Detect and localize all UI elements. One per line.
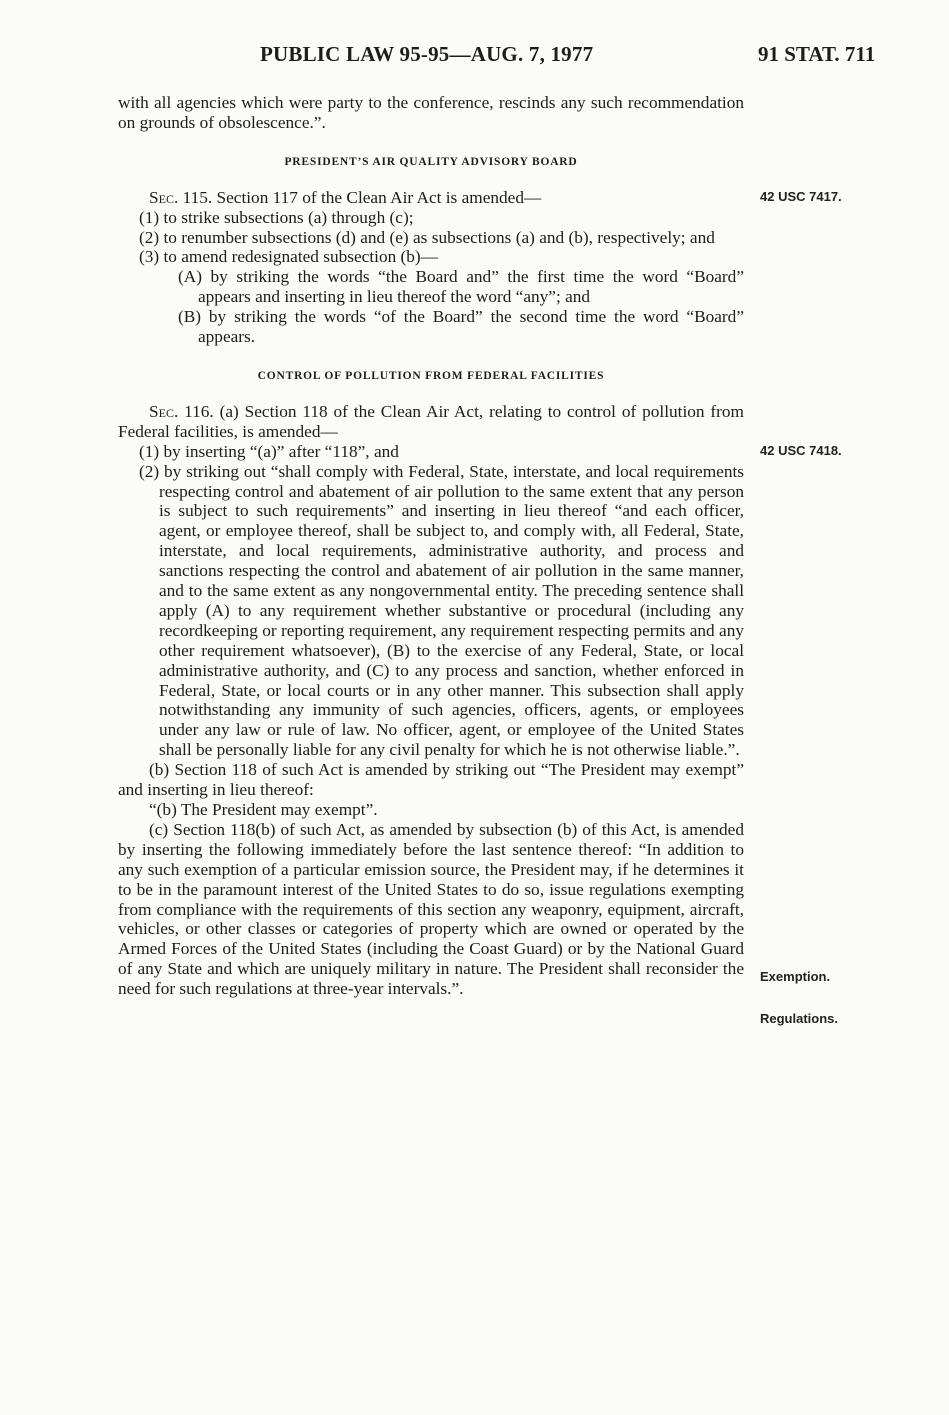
section-115-label: Sec. bbox=[149, 187, 179, 207]
page-header-title: PUBLIC LAW 95-95—AUG. 7, 1977 bbox=[260, 42, 594, 66]
section-115-item-1: (1) to strike subsections (a) through (c); bbox=[139, 207, 414, 227]
margin-note-usc-7418: 42 USC 7418. bbox=[760, 443, 842, 458]
section-heading-air-quality-board: PRESIDENT’S AIR QUALITY ADVISORY BOARD bbox=[284, 155, 578, 168]
section-116-text: 116. (a) Section 118 of the Clean Air Act, relating to control of pollution from Federal facilities, is amended— bbox=[118, 401, 744, 441]
section-115-subitem-A: (A) by striking the words “the Board and” the first time the word “Board” appears and inserting in lieu thereof the word “any”; and bbox=[178, 267, 744, 307]
section-116-subsection-c: (c) Section 118(b) of such Act, as amended by subsection (b) of this Act, is amended by inserting the following immediately before the last sentence thereof: “In addition to any such exemption of a particular emission source, the President may, if he determines it to be in the paramount interest of the United States to do so, issue regulations exempting from compliance with the requirements of this section any weaponry, equipment, aircraft, vehicles, or other classes or categories of property which are owned or operated by the Armed Forces of the United States (including the Coast Guard) or by the National Guard of any State and which are uniquely military in nature. The President shall reconsider the need for such regulations at three-year intervals.”. bbox=[118, 819, 744, 999]
section-heading-federal-facilities: CONTROL OF POLLUTION FROM FEDERAL FACILITIES bbox=[257, 369, 605, 382]
margin-note-regulations: Regulations. bbox=[760, 1011, 839, 1026]
section-116-label: Sec. bbox=[149, 401, 179, 421]
section-115-subitem-B: (B) by striking the words “of the Board” the second time the word “Board” appears. bbox=[178, 307, 744, 347]
page-header-stat-number: 91 STAT. 711 bbox=[758, 42, 876, 66]
section-115-text: 115. Section 117 of the Clean Air Act is amended— bbox=[178, 187, 542, 207]
section-115-intro bbox=[118, 188, 744, 208]
section-115-item-2: (2) to renumber subsections (d) and (e) as subsections (a) and (b), respectively; and bbox=[139, 227, 715, 247]
section-116-item-2: (2) by striking out “shall comply with Federal, State, interstate, and local requirements respecting control and abatement of air pollution to the same extent that any person is subject to such requirements” and inserting in lieu thereof “and each officer, agent, or employee thereof, shall be subject to, and comply with, all Federal, State, interstate, and local requirements, administrative authority, and process and sanctions respecting the control and abatement of air pollution in the same manner, and to the same extent as any nongovernmental entity. The preceding sentence shall apply (A) to any requirement whether substantive or procedural (including any recordkeeping or reporting requirement, any requirement respecting permits and any other requirement whatsoever), (B) to the exercise of any Federal, State, or local administrative authority, and (C) to any process and sanction, whether enforced in Federal, State, or local courts or in any other manner. This subsection shall apply notwithstanding any immunity of such agencies, officers, agents, or employees under any law or rule of law. No officer, agent, or employee of the United States shall be personally liable for any civil penalty for which he is not otherwise liable.”. bbox=[139, 461, 744, 760]
paragraph-continuation: with all agencies which were party to the conference, rescinds any such recommendation on grounds of obsolescence.”. bbox=[118, 93, 744, 132]
section-116-subsection-b-quote: “(b) The President may exempt”. bbox=[149, 800, 378, 819]
section-116-subsection-b: (b) Section 118 of such Act is amended by striking out “The President may exempt” and inserting in lieu thereof: bbox=[118, 760, 744, 800]
section-115-item-3: (3) to amend redesignated subsection (b)— bbox=[139, 247, 438, 267]
body-text bbox=[118, 93, 744, 999]
section-116-item-1: (1) by inserting “(a)” after “118”, and bbox=[139, 441, 399, 461]
margin-note-usc-7417: 42 USC 7417. bbox=[760, 189, 842, 204]
margin-note-exemption: Exemption. bbox=[760, 969, 831, 984]
section-116-intro bbox=[118, 402, 744, 442]
